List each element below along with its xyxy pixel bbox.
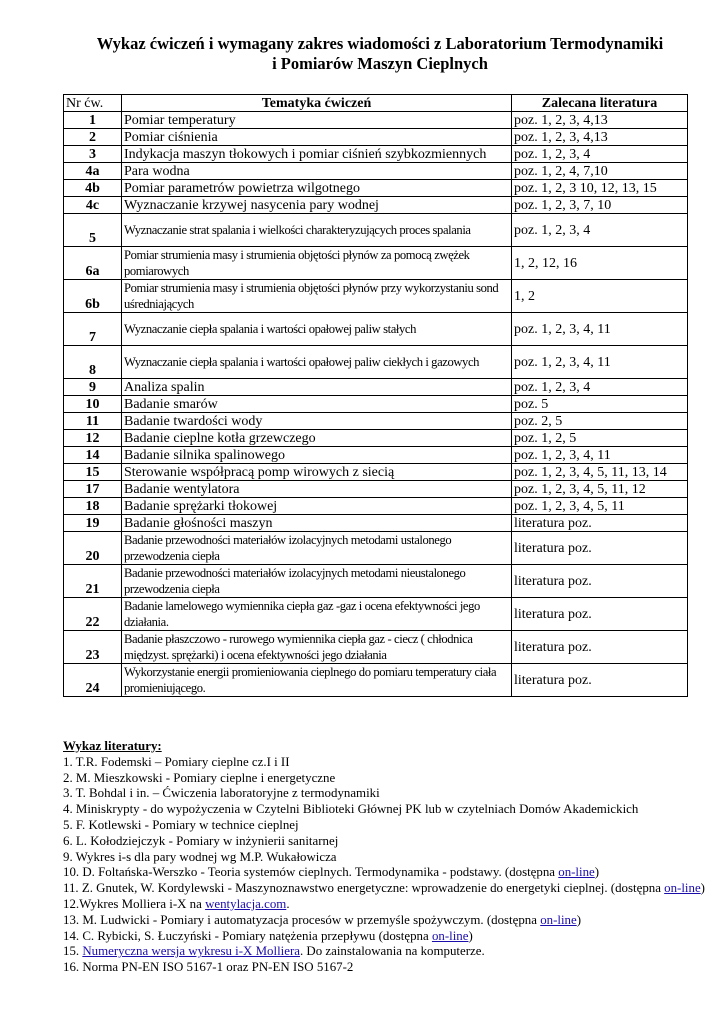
exercise-number: 5 [64,214,122,247]
exercise-number: 6b [64,280,122,313]
literature-item-1: 1. T.R. Fodemski – Pomiary cieplne cz.I i II [63,754,290,769]
exercise-number: 11 [64,413,122,430]
table-row [64,280,688,313]
exercise-number: 7 [64,313,122,346]
table-row [64,481,688,498]
exercise-topic: Badanie przewodności materiałów izolacyjnych metodami nieustalonego przewodzenia ciepła [122,565,512,598]
table-row [64,112,688,129]
exercise-number: 20 [64,532,122,565]
exercise-topic: Pomiar ciśnienia [122,129,512,146]
header-topic: Tematyka ćwiczeń [122,95,512,112]
online-link[interactable]: on-line [558,865,595,880]
literature-item-11 [63,881,713,897]
table-row [64,163,688,180]
page-title [60,34,700,74]
exercise-literature: literatura poz. [512,631,688,664]
table-row [64,498,688,515]
exercise-number: 1 [64,112,122,129]
exercise-topic: Wykorzystanie energii promieniowania cieplnego do pomiaru temperatury ciała promieniującego. [122,664,512,697]
literature-item-14 [63,929,713,945]
exercise-literature: poz. 1, 2, 3, 4, 5, 11 [512,498,688,515]
exercise-table [63,94,688,697]
online-link[interactable]: on-line [540,912,577,927]
exercise-literature: poz. 1, 2, 5 [512,430,688,447]
exercise-literature: poz. 1, 2, 3, 4 [512,379,688,396]
literature-item-11-text: 11. Z. Gnutek, W. Kordylewski - Maszynoznawstwo energetyczne: wprowadzenie do energetyki cieplnej. (dostępna [63,881,665,896]
literature-list [63,739,713,976]
literature-item-13-text: 13. M. Ludwicki - Pomiary i automatyzacja procesów w przemyśle spożywczym. (dostępna [63,912,541,927]
exercise-literature: poz. 1, 2, 3, 4 [512,146,688,163]
exercise-literature: poz. 1, 2, 3, 4, 11 [512,313,688,346]
mollier-chart-link[interactable]: Numeryczna wersja wykresu i-X Molliera [82,944,300,959]
exercise-number: 15 [64,464,122,481]
exercise-number: 10 [64,396,122,413]
exercise-literature: literatura poz. [512,664,688,697]
exercise-literature: literatura poz. [512,598,688,631]
title-line-1: Wykaz ćwiczeń i wymagany zakres wiadomości z Laboratorium Termodynamiki [96,34,664,53]
literature-item-5: 5. F. Kotlewski - Pomiary w technice cieplnej [63,817,299,832]
literature-item-9: 9. Wykres i-s dla pary wodnej wg M.P. Wukałowicza [63,849,337,864]
exercise-number: 17 [64,481,122,498]
table-header-row [64,95,688,112]
table-row [64,396,688,413]
exercise-literature: literatura poz. [512,532,688,565]
table-row [64,129,688,146]
exercise-literature: poz. 1, 2, 4, 7,10 [512,163,688,180]
exercise-literature: poz. 5 [512,396,688,413]
literature-item-14-text: 14. C. Rybicki, S. Łuczyński - Pomiary natężenia przepływu (dostępna [63,928,432,943]
table-row [64,247,688,280]
table-row [64,313,688,346]
online-link[interactable]: on-line [664,881,701,896]
exercise-number: 3 [64,146,122,163]
table-row [64,413,688,430]
exercise-number: 2 [64,129,122,146]
literature-item-12-text: 12.Wykres Molliera i-X na [63,896,206,911]
literature-item-12 [63,897,713,913]
table-row [64,379,688,396]
table-row [64,214,688,247]
closing-paren: ) [700,881,705,896]
literature-item-15-text: . Do zainstalowania na komputerze. [299,944,485,959]
exercise-topic: Wyznaczanie strat spalania i wielkości charakteryzujących proces spalania [122,214,512,247]
table-row [64,346,688,379]
exercise-number: 21 [64,565,122,598]
exercise-number: 19 [64,515,122,532]
exercise-literature: poz. 1, 2, 3, 4,13 [512,129,688,146]
exercise-literature: poz. 1, 2, 3, 4, 11 [512,346,688,379]
exercise-topic: Indykacja maszyn tłokowych i pomiar ciśnień szybkozmiennych [122,146,512,163]
exercise-number: 9 [64,379,122,396]
table-row [64,447,688,464]
literature-item-16: 16. Norma PN-EN ISO 5167-1 oraz PN-EN ISO 5167-2 [63,960,354,975]
online-link[interactable]: on-line [431,928,469,943]
exercise-topic: Pomiar strumienia masy i strumienia objętości płynów za pomocą zwężek pomiarowych [122,247,512,280]
table-row [64,464,688,481]
literature-item-2: 2. M. Mieszkowski - Pomiary cieplne i energetyczne [63,770,336,785]
table-row [64,180,688,197]
literature-item-6: 6. L. Kołodziejczyk - Pomiary w inżynierii sanitarnej [63,833,339,848]
exercise-number: 22 [64,598,122,631]
exercise-number: 4c [64,197,122,214]
exercise-topic: Wyznaczanie ciepła spalania i wartości opałowej paliw ciekłych i gazowych [122,346,512,379]
exercise-literature: poz. 1, 2, 3, 4 [512,214,688,247]
exercise-number: 14 [64,447,122,464]
exercise-literature: poz. 2, 5 [512,413,688,430]
table-row [64,664,688,697]
exercise-topic: Wyznaczanie krzywej nasycenia pary wodnej [122,197,512,214]
title-line-2: i Pomiarów Maszyn Cieplnych [272,54,488,73]
exercise-literature: poz. 1, 2, 3 10, 12, 13, 15 [512,180,688,197]
literature-item-13 [63,913,713,929]
table-row [64,430,688,447]
exercise-number: 4a [64,163,122,180]
exercise-literature: poz. 1, 2, 3, 7, 10 [512,197,688,214]
exercise-topic: Badanie cieplne kotła grzewczego [122,430,512,447]
exercise-literature: poz. 1, 2, 3, 4, 5, 11, 13, 14 [512,464,688,481]
exercise-number: 12 [64,430,122,447]
exercise-topic: Analiza spalin [122,379,512,396]
table-row [64,598,688,631]
exercise-literature: 1, 2, 12, 16 [512,247,688,280]
table-row [64,631,688,664]
exercise-topic: Para wodna [122,163,512,180]
exercise-number: 24 [64,664,122,697]
closing-paren: ) [468,928,473,943]
exercise-literature: poz. 1, 2, 3, 4, 11 [512,447,688,464]
exercise-literature: literatura poz. [512,565,688,598]
exercise-topic: Badanie twardości wody [122,413,512,430]
table-row [64,565,688,598]
exercise-topic: Pomiar parametrów powietrza wilgotnego [122,180,512,197]
exercise-number: 8 [64,346,122,379]
exercise-literature: poz. 1, 2, 3, 4,13 [512,112,688,129]
header-literature: Zalecana literatura [512,95,688,112]
period: . [286,896,290,911]
exercise-number: 23 [64,631,122,664]
table-row [64,197,688,214]
literature-heading: Wykaz literatury: [63,739,162,753]
exercise-literature: poz. 1, 2, 3, 4, 5, 11, 12 [512,481,688,498]
literature-item-10-text: 10. D. Foltańska-Werszko - Teoria systemów cieplnych. Termodynamika - podstawy. (dostępna [63,865,559,880]
wentylacja-link[interactable]: wentylacja.com [205,896,287,911]
exercise-topic: Pomiar temperatury [122,112,512,129]
exercise-topic: Wyznaczanie ciepła spalania i wartości opałowej paliw stałych [122,313,512,346]
table-row [64,515,688,532]
literature-item-15-prefix: 15. [63,944,83,959]
table-row [64,532,688,565]
literature-item-10 [63,865,713,881]
exercise-topic: Sterowanie współpracą pomp wirowych z siecią [122,464,512,481]
exercise-topic: Badanie przewodności materiałów izolacyjnych metodami ustalonego przewodzenia ciepła [122,532,512,565]
exercise-topic: Badanie silnika spalinowego [122,447,512,464]
exercise-literature: 1, 2 [512,280,688,313]
exercise-topic: Badanie lamelowego wymiennika ciepła gaz -gaz i ocena efektywności jego działania. [122,598,512,631]
header-number: Nr ćw. [64,95,122,112]
exercise-topic: Badanie głośności maszyn [122,515,512,532]
literature-item-4: 4. Miniskrypty - do wypożyczenia w Czytelni Biblioteki Głównej PK lub w czytelniach Domów Akademickich [63,802,639,817]
literature-item-15 [63,944,713,960]
exercise-number: 4b [64,180,122,197]
exercise-literature: literatura poz. [512,515,688,532]
exercise-topic: Badanie sprężarki tłokowej [122,498,512,515]
exercise-topic: Pomiar strumienia masy i strumienia objętości płynów przy wykorzystaniu sond uśredniających [122,280,512,313]
closing-paren: ) [594,865,600,880]
exercise-topic: Badanie wentylatora [122,481,512,498]
exercise-topic: Badanie płaszczowo - rurowego wymiennika ciepła gaz - ciecz ( chłodnica międzyst. sprężarki) i ocena efektywności jego działania [122,631,512,664]
exercise-topic: Badanie smarów [122,396,512,413]
closing-paren: ) [576,912,581,927]
literature-item-3: 3. T. Bohdal i in. – Ćwiczenia laboratoryjne z termodynamiki [63,786,380,801]
exercise-number: 18 [64,498,122,515]
table-row [64,146,688,163]
exercise-number: 6a [64,247,122,280]
